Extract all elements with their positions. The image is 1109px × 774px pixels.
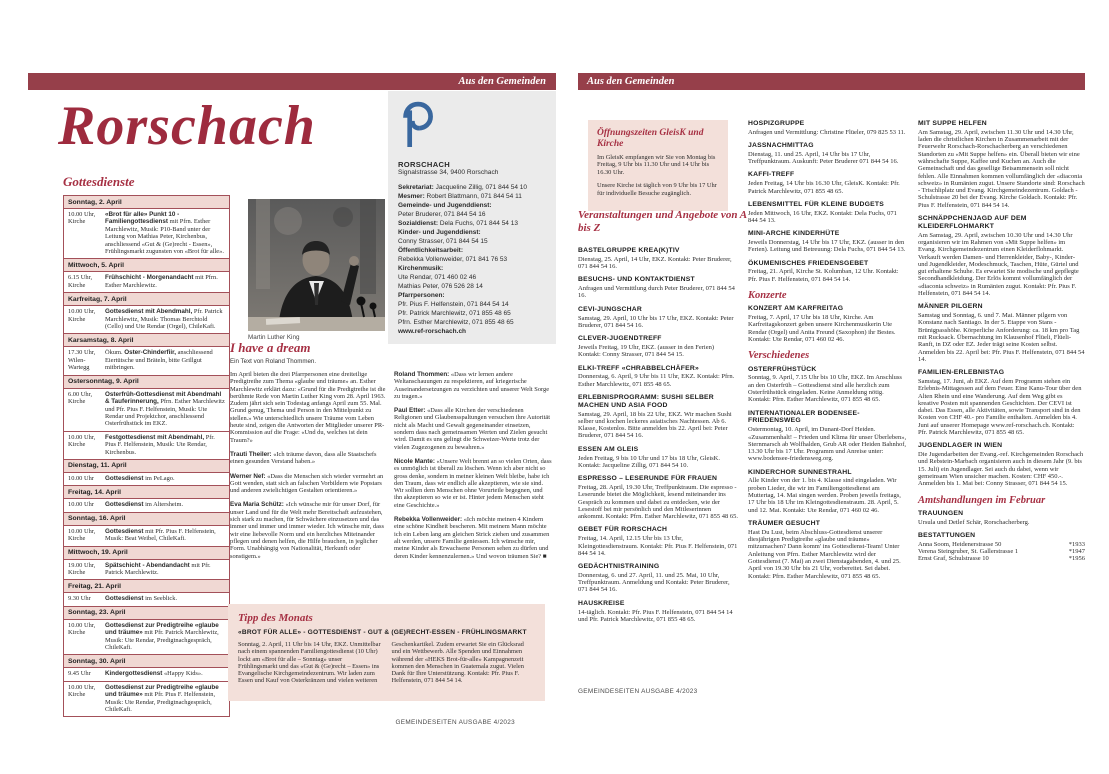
event-body: Sonntag, 9. April, 7.15 Uhr bis 10 Uhr, EKZ. Im Anschluss an den Osterfrüh – Gottesdienst sind alle herzlich zum Osterfrühstück eingeladen. Keine Anmeldung nötig. Kontakt: Pfrn. Esther Marchlewitz, 071 855 48 65. [748, 374, 902, 404]
event-entry [748, 142, 908, 165]
contact-line: Pfr. Pius F. Helfenstein, 071 844 54 14 [398, 301, 509, 308]
service-time: 10.00 Uhr, [68, 308, 96, 316]
quote-paragraph: Rebekka Vollenweider: «Ich möchte meinen 4 Kindern eine schöne Kindheit bescheren. Mit meinem Mann möchte ich ein Leben lang am gleichen Strick ziehen und zusammen alt werden, unsere Familie geniessen. Ich wünsche mir, meine Kinder als Erwachsene Personen sehen zu dürfen und deren Kinder kennenzulernen.» Und wovon träumen Sie? ■ [394, 516, 550, 560]
section-heading: Konzerte [748, 290, 787, 302]
service-time-cell [64, 622, 105, 652]
contact-line: Öffentlichkeitsarbeit: [398, 247, 464, 254]
event-title: ELKI-TREFF «CHRABBELCHÄFER» [578, 364, 699, 372]
service-time: 6.00 Uhr, [68, 390, 93, 398]
event-entry [748, 171, 908, 194]
event-title: CLEVER-JUGENDTREFF [578, 335, 662, 343]
service-time: 9.45 Uhr [68, 670, 91, 678]
service-date-row: Ostersonntag, 9. April [64, 376, 229, 389]
service-place: Kirche [68, 315, 86, 323]
service-time-cell [64, 211, 105, 255]
event-body: 14-täglich. Kontakt: Pfr. Pius F. Helfenstein, 071 844 54 14 und Pfr. Patrick Marchlewitz, 071 855 48 65. [578, 608, 733, 623]
service-entry-row [64, 593, 229, 606]
event-body: Ostermontag, 10. April, im Dunant-Dorf Heiden. «Zusammenhalt! – Frieden und Klima für unser Überleben», Sternmarsch ab Wolfhalden, Grub AR oder Heiden Bahnhof, 13.30 Uhr bis 17 Uhr. Programm und Anreise unter: www.bodensee-friedensweg.org. [748, 426, 907, 463]
event-entry [918, 303, 1085, 363]
event-body: Ursula und Detlef Schär, Rorschacherberg. [918, 518, 1030, 526]
event-entry [578, 600, 738, 623]
contact-line: Mesmer: Robert Blattmann, 071 844 54 11 [398, 193, 522, 200]
service-entry-row [64, 347, 229, 375]
tip-column-1: Sonntag, 2. April, 11 Uhr bis 14 Uhr, EKZ. Unmittelbar nach einem spannenden Familiengottesdienst (10 Uhr) lockt am «Brot für alle – Sonntag» unser Frühlingsmarkt und das «Gut & (Ge)recht – Essen» ins Evangelische Kirchgemeindezentrum. Wir laden zum Essen und Kauf von Osterkränzen und vielen weiteren [238, 641, 381, 685]
service-time: 9.30 Uhr [68, 595, 91, 603]
quote-paragraph: Trauti Theiler: «Ich träume davon, dass alle Staatschefs einen gesunden Verstand haben.» [230, 450, 377, 466]
tip-subheading: «BROT FÜR ALLE» - GOTTESDIENST - GUT & (GE)RECHT-ESSEN - FRÜHLINGSMARKT [238, 629, 527, 636]
event-title: INTERNATIONALER BODENSEE-FRIEDENSWEG [748, 409, 860, 425]
section-heading: Verschiedenes [748, 350, 810, 362]
events-column-2 [748, 120, 908, 586]
tip-heading: Tipp des Monats [238, 612, 313, 624]
service-time: 10.00 Uhr [68, 474, 94, 482]
event-entry [578, 335, 738, 358]
article-column-2 [394, 371, 552, 567]
event-body: Samstag, 17. Juni, ab EKZ. Auf dem Programm stehen ein Erlebnis-Mittagessen auf dem Feuer. Eine Kanu-Tour über den Alten Rhein und eine Wanderung. Auf dem Weg gibt es kreative Posten mit spannenden Geschichten. Der CEVI ist dabei. Das Essen, alle Aktivitäten, sowie Transport sind in den Kosten von CHF 40.- pro Familie enthalten. Anmelden bis 4. Juni auf unserer Homepage www.ref-rorschach.ch. Kontakt: Pfr. Patrick Marchlewitz, 071 855 48 65. [918, 378, 1082, 437]
event-title: ESSEN AM GLEIS [578, 445, 639, 453]
opening-hours-heading: Öffnungszeiten GleisK und Kirche [597, 128, 704, 149]
article-kicker: Ein Text von Roland Thommen. [230, 358, 317, 365]
event-entry [578, 526, 738, 557]
service-time-cell [64, 308, 105, 330]
page-footer-right: GEMEINDESEITEN AUSGABE 4/2023 [578, 688, 698, 695]
service-description: Spätschicht - Abendandacht mit Pfr. Patrick Marchlewitz. [105, 561, 211, 576]
contact-line: Peter Bruderer, 071 844 54 16 [398, 211, 486, 218]
service-time-cell [64, 434, 105, 456]
event-body: Anfragen und Vermittlung durch Peter Bruderer, 071 844 54 16. [578, 285, 735, 300]
service-place: Kirche [68, 281, 86, 289]
event-entry [918, 532, 1085, 563]
event-title: BESTATTUNGEN [918, 532, 976, 540]
service-entry-row [64, 560, 229, 581]
event-entry [748, 120, 908, 136]
contact-line: Ute Rendar, 071 460 02 46 [398, 274, 477, 281]
contact-line: Kirchenmusik: [398, 265, 444, 272]
article-column-1 [230, 371, 386, 567]
service-description: Gottesdienst im Seeblick. [105, 595, 178, 603]
event-entry [578, 446, 738, 469]
event-title: FAMILIEN-ERLEBNISTAG [918, 369, 1005, 377]
service-time-cell [64, 562, 105, 577]
event-body: Samstag, 29. April, 10 Uhr bis 17 Uhr, EKZ. Kontakt: Peter Bruderer, 071 844 54 16. [578, 314, 734, 329]
event-body: Jeden Freitag, 14 Uhr bis 16.30 Uhr, GleisK. Kontakt: Pfr. Patrick Marchlewitz, 071 855 48 65. [748, 180, 900, 195]
event-title: JUGENDLAGER IN WIEN [918, 442, 1003, 450]
contact-line: Mathias Peter, 076 526 28 14 [398, 283, 483, 290]
event-body: Jeweils Freitag, 19 Uhr, EKZ. (ausser in den Ferien) Kontakt: Conny Strasser, 071 844 54 15. [578, 343, 715, 359]
contact-line: Pfarrpersonen: [398, 292, 445, 299]
service-description: Gottesdienst zur Predigtreihe «glaube und träume» mit Pfr. Pius F. Helfenstein, Musik: Ute Rendar, Predigtnachgespräch, ChileKafi. [105, 683, 219, 714]
events-column-1 [578, 247, 738, 629]
service-entry-row [64, 499, 229, 512]
event-title: MÄNNER PILGERN [918, 303, 983, 311]
event-title: GEBET FÜR RORSCHACH [578, 526, 668, 534]
service-place: Kirche [68, 568, 86, 576]
service-date-row: Sonntag, 16. April [64, 513, 229, 526]
event-body: Freitag, 21. April, Kirche St. Kolumban, 12 Uhr. Kontakt: Pfr. Pius F. Helfenstein, 071 844 54 14. [748, 268, 899, 283]
service-entry-row [64, 432, 229, 460]
service-time-cell [64, 595, 105, 602]
service-time: 17.30 Uhr, [68, 349, 96, 357]
event-entry [578, 276, 738, 299]
event-title: TRAUUNGEN [918, 509, 964, 517]
section-banner-right: Aus den Gemeinden [578, 73, 1085, 90]
service-description: Osterfrüh-Gottesdienst mit Abendmahl & Tauferinnerung, Pfrn. Esther Marchlewitz und Pfr. Pius F. Helfenstein, Musik: Ute Rendar und Projektchor, anschliessend Osterfrühstück im EKZ. [105, 390, 225, 428]
events-column-3 [918, 120, 1085, 569]
service-entry-row [64, 668, 229, 681]
event-body: Am Samstag, 29. April, zwischen 11.30 Uhr und 14.30 Uhr, laden die christlichen Kirchen in Zusammenarbeit mit der Feuerwehr Rorschach-Rorschacherberg an verschiedenen Standorten zu «Mit Suppe helfen» ein. Überall bieten wir eine währschafte Suppe, Kaffee und Kuchen an. Auch die Gemeinschaft und das gesellige Beisammensein soll nicht fehlen. Alle Einnahmen kommen vollumfänglich der «diaconia schweiz» in Rumänien zugut. Unsere Standorte sind: Rorschach - Trischliplatz und Evang. Kirchgemeindezentrum. Goldach - Schulstrasse 20 bei der Evang. Kirche Goldach. Kontakt: Pfr. Pius F. Helfenstein, 071 844 54 14. [918, 128, 1085, 209]
contact-line: Sekretariat: Jacqueline Zillig, 071 844 54 10 [398, 184, 528, 191]
event-body: Jeden Mittwoch, 16 Uhr, EKZ. Kontakt: Dela Fuchs, 071 844 54 13. [748, 209, 897, 224]
contact-address: Signalstrasse 34, 9400 Rorschach [398, 169, 499, 176]
website-link[interactable]: www.ref-rorschach.ch [398, 328, 467, 335]
service-description: Gottesdienst mit Pfr. Pius F. Helfenstein, Musik: Beat Weibel, ChileKafi. [105, 527, 216, 543]
event-title: LEBENSMITTEL FÜR KLEINE BUDGETS [748, 200, 884, 208]
article-intro: Im April bieten die drei Pfarrpersonen eine dreiteilige Predigtreihe zum Thema «glaube und träume» an. Esther Marchlewitz erklärt dazu: «Grund für die Predigtreihe ist die berühmte Rede von Martin Luther King vom 28. April 1963. Zudem jährt sich sein Todestag anfangs April zum 55. Mal. Grund genug, Thema und Person in den Mittelpunkt zu stellen.» Wie unterschiedlich unsere Träume vom Leben heute sind, zeigen die Antworten der Mitglieder unserer PR-Kommission auf die Frage: «Und du, welches ist dein Traum?» [230, 371, 386, 444]
article-title: I have a dream [230, 340, 311, 355]
contact-line: Pfr. Patrick Marchlewitz, 071 855 48 65 [398, 310, 511, 317]
event-entry [748, 260, 908, 283]
service-time: 10.00 Uhr [68, 501, 94, 509]
service-entry-row [64, 526, 229, 547]
deceased-row: Verena Steingruber, St. Gallerstrasse 1 *1947 [918, 548, 1085, 556]
quote-paragraph: Nicole Mante: «Unsere Welt brennt an so vielen Orten, dass es unmöglich ist überall zu löschen. Wenn ich aber nicht so gross denke, sondern in meiner kleinen Welt bleibe, habe ich den Traum, dass wir endlich alle akzeptieren, wie sie sind. Wir sollten dem Menschen ohne Vorurteile begegnen, und ihn akzeptieren so wie er ist. Hinter jedem Menschen steht eine Geschichte.» [394, 457, 552, 509]
service-time: 10.00 Uhr, [68, 433, 96, 441]
page-title: Rorschach [58, 95, 316, 157]
event-title: MIT SUPPE HELFEN [918, 120, 987, 127]
event-entry [748, 305, 908, 343]
event-entry [578, 306, 738, 329]
deceased-row: Ernst Graf, Schulstrasse 10 *1956 [918, 555, 1085, 563]
event-title: KAFFI-TREFF [748, 171, 795, 179]
event-entry [748, 230, 908, 253]
event-body: Hast Du Lust, beim Abschluss-Gottesdienst unserer diesjährigen Predigtreihe «glaube und träume» mitzumachen? Dann komm' ins Gottesdienst-Team! Unter Anleitung von Pfrn. Esther Marchlewitz wird der Gottesdienst (7. Mai) an zwei Dienstagabenden, 4. und 25. April von 19.30 Uhr bis 21 Uhr, vorbereitet. Sei dabei. Kontakt: Pfrn. Esther Marchlewitz, 071 855 48 65. [748, 528, 901, 580]
quote-paragraph: Roland Thommen: «Dass wir lernen andere Weltanschauungen zu respektieren, auf kriegerische Auseinandersetzungen zu verzichten und unserer Welt Sorge zu tragen.» [394, 371, 550, 400]
event-body: Freitag, 14. April, 12.15 Uhr bis 13 Uhr, Kleingottesdienstraum. Kontakt: Pfr. Pius F. Helfenstein, 071 844 54 14. [578, 535, 738, 557]
service-time-cell [64, 349, 105, 371]
event-title: CEVI-JUNGSCHAR [578, 305, 642, 313]
event-entry [918, 369, 1085, 436]
event-body: Samstag und Sonntag, 6. und 7. Mai. Männer pilgern von Konstanz nach Santiago. In der 5. Etappe von Stans - Brünigpasshöhe. Körperliche Anforderung: ca. 18 km pro Tag mit Rucksack. Übernachtung im Klausenhof Flüeli, Flüeli-Ranft, in DZ oder EZ. Jeder trägt seine Kosten selbst. Anmelden bis 22. April bei: Pfr. Pius F. Helfenstein, 071 844 54 14. [918, 312, 1085, 363]
service-time: 10.00 Uhr, [68, 527, 96, 535]
event-title: SCHNÄPPCHENJAGD AUF DEM KLEIDERFLOHMARKT [918, 215, 1027, 230]
contact-line: Kinder- und Jugenddienst: [398, 229, 481, 236]
service-date-row: Sonntag, 2. April [64, 196, 229, 209]
service-description: Kindergottesdienst «Happy Kids». [105, 670, 203, 678]
contact-box [388, 91, 556, 344]
event-title: MINI-ARCHE KINDERHÜTE [748, 230, 840, 238]
event-entry [748, 366, 908, 404]
service-date-row: Dienstag, 11. April [64, 460, 229, 473]
event-body: Jeden Freitag, 9 bis 10 Uhr und 17 bis 18 Uhr, GleisK. Kontakt: Jacqueline Zillig, 071 844 54 10. [578, 454, 721, 469]
event-title: ERLEBNISPROGRAMM: SUSHI SELBER MACHEN UND ASIA FOOD [578, 393, 714, 409]
event-body: Dienstag, 25. April, 14 Uhr, EKZ. Kontakt: Peter Bruderer, 071 844 54 16. [578, 255, 732, 271]
event-entry [578, 394, 738, 440]
tip-of-the-month-box [228, 604, 545, 701]
event-body: Anfragen und Vermittlung: Christine Flüeler, 079 825 53 11. [748, 128, 906, 136]
event-entry [748, 201, 908, 224]
event-title: JASSNACHMITTAG [748, 142, 814, 150]
event-entry [578, 475, 738, 520]
service-date-row: Karfreitag, 7. April [64, 293, 229, 306]
event-body: Freitag, 7. April, 17 Uhr bis 18 Uhr, Kirche. Am Karfreitagskonzert geben unsere Kirchenmusikerin Ute Rendar (Orgel) und Anita Freund (Saxophon) ihr Bestes. Kontakt: Ute Rendar, 071 460 02 46. [748, 314, 896, 344]
article-quotes-2 [394, 371, 552, 560]
service-time: 10.00 Uhr, [68, 621, 96, 629]
event-entry [578, 247, 738, 270]
service-entry-row [64, 306, 229, 334]
event-entry [748, 520, 908, 580]
event-entry [748, 410, 908, 463]
services-table [63, 195, 230, 717]
service-time: 6.15 Uhr, [68, 274, 93, 282]
event-title: HOSPIZGRUPPE [748, 120, 805, 127]
service-time-cell [64, 501, 105, 508]
event-title: ESPRESSO – LESERUNDE FÜR FRAUEN [578, 475, 718, 483]
service-description: Frühschicht - Morgenandacht mit Pfrn. Esther Marchlewitz. [105, 274, 218, 289]
service-date-row: Sonntag, 23. April [64, 607, 229, 620]
services-heading: Gottesdienste [63, 174, 135, 189]
service-entry-row [64, 209, 229, 259]
section-heading: Amtshandlungen im Februar [918, 494, 1046, 506]
service-entry-row [64, 272, 229, 293]
event-title: KONZERT AM KARFREITAG [748, 305, 844, 313]
event-body: Dienstag, 11. und 25. April, 14 Uhr bis 17 Uhr, Treffpunktraum. Auskunft: Peter Bruderer 071 844 54 16. [748, 150, 899, 166]
opening-hours-church: Unsere Kirche ist täglich von 9 Uhr bis 17 Uhr für individuelle Besuche zugänglich. [597, 182, 717, 197]
service-description: Gottesdienst zur Predigtreihe «glaube und träume» mit Pfr. Patrick Marchlewitz, Musik: Ute Rendar, Predigtnachgespräch, ChileKafi. [105, 621, 219, 651]
event-entry [748, 469, 908, 514]
service-entry-row [64, 389, 229, 432]
service-description: Festgottesdienst mit Abendmahl, Pfr. Pius F. Helfenstein, Musik: Ute Rendar, Kirchenbus. [105, 433, 215, 456]
event-entry [918, 442, 1085, 487]
service-description: Gottesdienst mit Abendmahl, Pfr. Patrick Marchlewitz, Musik: Thomas Berchtold (Cello) und Ute Rendar (Orgel), ChileKafi. [105, 308, 223, 331]
service-description: Gottesdienst im PeLago. [105, 474, 175, 482]
service-place: Wilen-Wartegg [68, 356, 90, 372]
tip-column-2: Geschenkartikel. Zudem erwartet Sie ein Glücksrad und ein Wettbewerb. Alle Spenden und Einnahmen während der «HEKS Brot-für-alle» Kampagnenzeit kommen den Menschen in Guatemala zugut. Vielen Dank für Ihre Unterstützung. Kontakt: Pfr. Pius F. Helfenstein, 071 844 54 14. [391, 641, 524, 685]
event-entry [918, 215, 1085, 297]
service-entry-row [64, 620, 229, 656]
service-time-cell [64, 684, 105, 714]
event-rows [918, 541, 1085, 563]
section-banner-left: Aus den Gemeinden [28, 73, 556, 90]
events-heading: Veranstaltungen und Angebote von A bis Z [578, 209, 747, 234]
service-place: Kirche [68, 535, 86, 543]
service-date-row: Mittwoch, 5. April [64, 259, 229, 272]
contact-lines [398, 183, 546, 327]
quote-paragraph: Paul Etter: «Dass alle Kirchen der verschiedenen Religionen und Glaubensspaltungen versuchen ihre Autorität nicht als Macht und Gewalt gegeneinander einsetzen, sondern dass nach gemeinsamen Werten und Zielen gesucht wird. Damit es uns gelingt die Schweizer-Werte trotz der vielen Zugezogenen zu bewahren.» [394, 407, 551, 451]
event-body: Alle Kinder von der 1. bis 4. Klasse sind eingeladen. Wir proben Lieder, die wir im Familiengottesdienst am Muttertag, 14. Mai singen werden. Proben jeweils freitags, 17 Uhr bis 18 Uhr im Kleingottesdienstraum. 28. April, 5. und 12. Mai. Kontakt: Ute Rendar, 071 460 02 46. [748, 477, 901, 514]
event-title: HAUSKREISE [578, 599, 625, 607]
opening-hours-gleisk: Im GleisK empfangen wir Sie von Montag bis Freitag, 9 Uhr bis 11.30 Uhr und 14 Uhr bis 16.30 Uhr. [597, 154, 716, 176]
service-description: Gottesdienst im Altersheim. [105, 501, 184, 509]
event-entry [578, 365, 738, 388]
service-time-cell [64, 274, 105, 289]
event-body: Am Samstag, 29. April, zwischen 10.30 Uhr und 14.30 Uhr organisieren wir im Rahmen von «Mit Suppe helfen» im Evang. Kirchgemeindezentrum einen Kleiderflohmarkt. Verkauft werden Damen- und Herrenkleider, Baby-, Kinder- und Jugendkleider, Modeschmuck, Taschen, Hüte, Gürtel und gut erhaltene Schuhe. Es erwartet Sie modische und gepflegte Secondhandkleidung. Der Erlös kommt vollumfänglich der «diaconia schweiz» in Rumänien zugut. Kontakt: Pfr. Pius F. Helfenstein, 071 844 54 14. [918, 231, 1079, 298]
event-entry [918, 120, 1085, 209]
service-entry-row [64, 473, 229, 486]
event-title: ÖKUMENISCHES FRIEDENSGEBET [748, 259, 869, 267]
article-quotes-1 [230, 451, 386, 560]
service-time: 10.00 Uhr, [68, 211, 96, 218]
service-time: 10.00 Uhr, [68, 683, 96, 691]
quote-paragraph: Werner Nef: «Dass die Menschen sich wieder vermehrt an Gott wenden, statt sich an falschen Vorbildern wie Popstars und anderen zwielichtigen Gestalten orientieren.» [230, 472, 384, 495]
service-description: Ökum. Oster-Chinderfiir, anschliessend Eiertütsche und Bräteln, bitte Grillgut mitbringen. [105, 349, 213, 372]
service-date-row: Karsamstag, 8. April [64, 334, 229, 347]
contact-line: Rebekka Vollenweider, 071 841 76 53 [398, 256, 508, 263]
event-title: GEDÄCHTNISTRAINING [578, 563, 660, 571]
service-time-cell [64, 391, 105, 428]
deceased-row: Anna Soom, Heidenerstrasse 50 *1933 [918, 540, 1085, 548]
service-time-cell [64, 670, 105, 677]
event-body: Donnerstag, 6. April, 9 Uhr bis 11 Uhr, EKZ. Kontakt: Pfrn. Esther Marchlewitz, 071 855 48 65. [578, 373, 735, 388]
event-title: OSTERFRÜHSTÜCK [748, 365, 817, 373]
service-description: «Brot für alle» Punkt 10 - Familiengottesdienst mit Pfrn. Esther Marchlewitz, Musik: P10-Band unter der Leitung von Mathias Peter, Kirchenbus, anschliessend «Gut & (Ge)recht - Essen», Frühlingsmarkt zugunsten von «Brot für alle». [105, 211, 224, 256]
event-body: Samstag, 29. April, 18 bis 22 Uhr, EKZ. Wir machen Sushi selber und kochen leckeres asiatisches Nachtessen. Ab 6. Klasse, Kostenlos. Bitte anmelden bis 22. April bei: Peter Bruderer, 071 844 54 16. [578, 410, 732, 440]
service-date-row: Sonntag, 30. April [64, 655, 229, 668]
service-place: Kirche [68, 398, 86, 406]
contact-line: Sozialdienst: Dela Fuchs, 071 844 54 13 [398, 220, 518, 227]
event-title: TRÄUMER GESUCHT [748, 519, 821, 527]
service-place: Kirche [68, 218, 86, 226]
event-title: BASTELGRUPPE KREA(K)TIV [578, 247, 680, 254]
service-date-row: Freitag, 14. April [64, 486, 229, 499]
event-entry [578, 563, 738, 594]
opening-hours-box [588, 120, 728, 211]
page-footer-left: GEMEINDESEITEN AUSGABE 4/2023 [395, 719, 515, 726]
martin-luther-king-photo [248, 199, 385, 331]
service-place: Kirche [68, 441, 86, 449]
contact-line: Pfrn. Esther Marchlewitz, 071 855 48 65 [398, 319, 514, 326]
contact-name: RORSCHACH [398, 160, 451, 169]
service-date-row: Freitag, 21. April [64, 580, 229, 593]
contact-line: Gemeinde- und Jugenddienst: [398, 202, 492, 209]
event-entry [918, 510, 1085, 526]
contact-line: Conny Strasser, 071 844 54 15 [398, 238, 488, 245]
event-body: Die Jugendarbeiten der Evang.-ref. Kirchgemeinden Rorschach und Rebstein-Marbach organisieren auch in diesem Jahr (9. bis 15. Juli) ein Jugendlager. Sei auch du dabei, wenn wir gemeinsam Wien unsicher machen. Kosten: CHF 450.-. Anmelden bis 1. Mai bei: Conny Strasser, 071 844 54 15. [918, 451, 1084, 488]
event-title: KINDERCHOR SUNNESTRAHL [748, 468, 852, 476]
event-body: Freitag, 28. April, 19.30 Uhr, Treffpunktraum. Die espresso - Leserunde bietet die Möglichkeit, lesend miteinander ins Gespräch zu kommen und dabei zu entdecken, wie der Lesestoff bei mir persönlich und den Mitleserinnen ankommt. Kontakt: Pfrn. Esther Marchlewitz, 071 855 48 65. [578, 483, 738, 521]
church-logo [398, 101, 436, 147]
service-place: Kirche [68, 691, 86, 699]
photo-caption: Martin Luther King [248, 334, 300, 341]
service-time: 19.00 Uhr, [68, 561, 96, 569]
service-date-row: Mittwoch, 19. April [64, 547, 229, 560]
service-time-cell [64, 475, 105, 482]
event-body: Donnerstag, 6. und 27. April, 11. und 25. Mai, 10 Uhr, Treffpunktraum. Anmeldung und Kontakt: Peter Bruderer, 071 844 54 16. [578, 571, 730, 594]
quote-paragraph: Eva Maria Schütz: «Ich wünsche mir für unser Dorf, für unser Land und für die Welt mehr Bereitschaft aufzustehen, sich stark zu machen, für Schwächere einzusetzen und das immer und immer und immer wieder. Ich wünsche mir, dass wir eine liebevolle Norm und ein herzliches Miteinander pflegen und denen helfen, die Hilfe brauchen, in jeglicher Form. Unabhängig von Nationalität, Herkunft oder sonstigem.» [230, 501, 384, 560]
service-entry-row [64, 682, 229, 717]
event-body: Jeweils Donnerstag, 14 Uhr bis 17 Uhr, EKZ. (ausser in den Ferien). Leitung und Betreuung: Dela Fuchs, 071 844 54 13. [748, 239, 906, 254]
event-title: BESUCHS- UND KONTAKTDIENST [578, 276, 695, 284]
service-place: Kirche [68, 629, 86, 637]
service-time-cell [64, 528, 105, 543]
